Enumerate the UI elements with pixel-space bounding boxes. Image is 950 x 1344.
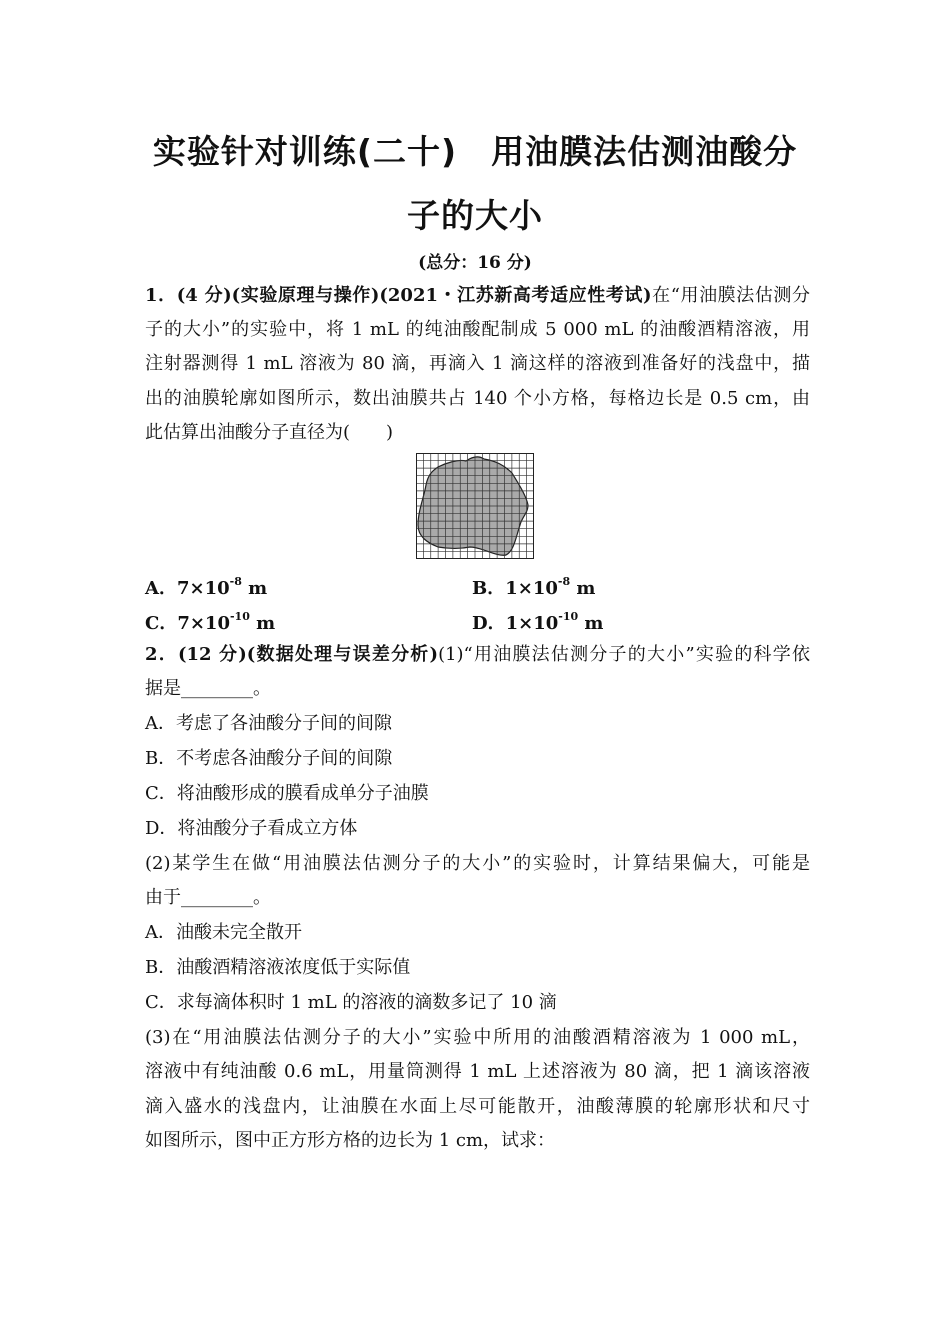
- q1-line-1-text: 在“用油膜法估测分: [651, 285, 811, 306]
- q2-part3-line-3: 滴入盛水的浅盘内，让油膜在水面上尽可能散开，油酸薄膜的轮廓形状和尺寸: [145, 1096, 810, 1117]
- q2-part2-option-b: B．油酸酒精溶液浓度低于实际值: [145, 957, 411, 978]
- q2-part3-line-4: 如图所示，图中正方形方格的边长为 1 cm，试求：: [145, 1130, 556, 1151]
- q2-part2-line-1: (2)某学生在做“用油膜法估测分子的大小”的实验时，计算结果偏大，可能是: [145, 853, 810, 874]
- q2-part1-option-b: B．不考虑各油酸分子间的间隙: [145, 748, 393, 769]
- q1-line-5: 此估算出油酸分子直径为( ): [145, 422, 394, 443]
- q2-part2-option-a: A．油酸未完全散开: [145, 922, 302, 943]
- q1-line-3: 注射器测得 1 mL 溶液为 80 滴，再滴入 1 滴这样的溶液到准备好的浅盘中，描: [145, 353, 810, 374]
- q2-part1-option-d: D．将油酸分子看成立方体: [145, 818, 358, 839]
- q1-line-2: 子的大小”的实验中，将 1 mL 的纯油酸配制成 5 000 mL 的油酸酒精溶液，用: [145, 319, 810, 340]
- q1-option-c: C．$7\times 10^{-10}$ m: [145, 610, 276, 634]
- q2-part1-option-a: A．考虑了各油酸分子间的间隙: [145, 713, 392, 734]
- q1-prefix: 1．(4 分)(实验原理与操作)(2021・江苏新高考适应性考试): [145, 285, 652, 306]
- q1-line-1: [145, 285, 810, 307]
- document-title-line-1: 实验针对训练(二十) 用油膜法估测油酸分: [152, 132, 798, 171]
- total-score: (总分：16 分): [418, 253, 532, 273]
- q1-option-a: A．$7\times 10^{-8}$ m: [145, 575, 268, 599]
- document-title-line-2: 子的大小: [407, 196, 543, 235]
- q2-part2-line-2: 由于________。: [145, 887, 271, 908]
- q1-option-b: B．$1\times 10^{-8}$ m: [472, 575, 596, 599]
- q2-part2-option-c: C．求每滴体积时 1 mL 的溶液的滴数多记了 10 滴: [145, 992, 557, 1013]
- q2-line-2: 据是________。: [145, 678, 271, 699]
- q2-part1-option-c: C．将油酸形成的膜看成单分子油膜: [145, 783, 429, 804]
- q1-option-d: D．$1\times 10^{-10}$ m: [472, 610, 604, 634]
- q2-prefix: 2．(12 分)(数据处理与误差分析): [145, 644, 439, 665]
- q2-part3-line-2: 溶液中有纯油酸 0.6 mL，用量筒测得 1 mL 上述溶液为 80 滴，把 1 滴该溶液: [145, 1061, 810, 1082]
- q2-line-1-text: (1)“用油膜法估测分子的大小”实验的科学依: [438, 644, 811, 665]
- q2-part3-line-1: (3)在“用油膜法估测分子的大小”实验中所用的油酸酒精溶液为 1 000 mL，: [145, 1027, 810, 1048]
- oil-film-grid-figure: [416, 453, 534, 559]
- q2-line-1: [145, 644, 810, 666]
- q1-line-4: 出的油膜轮廓如图所示，数出油膜共占 140 个小方格，每格边长是 0.5 cm，由: [145, 388, 810, 409]
